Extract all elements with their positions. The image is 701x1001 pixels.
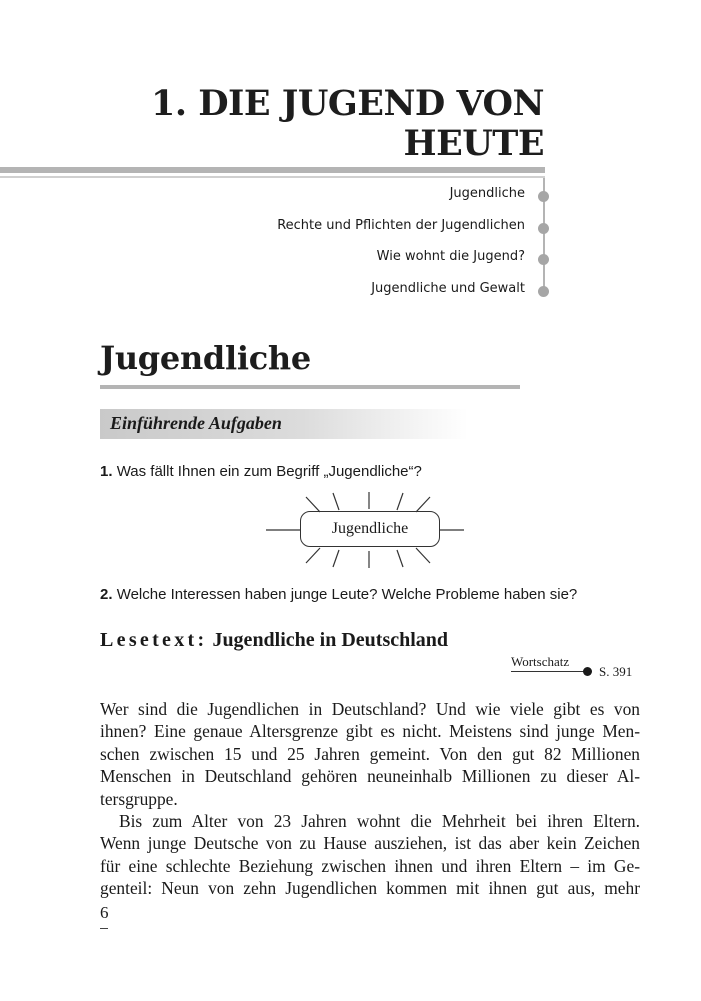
bullet-dot-icon bbox=[583, 667, 592, 676]
intro-heading: Einführende Aufgaben bbox=[110, 413, 282, 433]
chapter-title bbox=[24, 84, 544, 164]
vocabulary-page-ref: S. 391 bbox=[599, 664, 633, 679]
vocabulary-link[interactable]: Wortschatz bbox=[511, 654, 570, 669]
mindmap-ray bbox=[306, 497, 320, 512]
reading-label: Lesetext: bbox=[100, 629, 208, 651]
chapter-title-line-2: HEUTE bbox=[403, 123, 544, 164]
text-line: tersgruppe. bbox=[100, 788, 178, 809]
reading-heading bbox=[100, 629, 448, 652]
bullet-dot-icon bbox=[538, 191, 549, 202]
task-number: 2. bbox=[100, 586, 113, 603]
footer-rule bbox=[100, 928, 108, 929]
task-number: 1. bbox=[100, 463, 113, 480]
chapter-title-line-1: 1. DIE JUGEND VON bbox=[150, 83, 544, 124]
chapter-divider-thin bbox=[0, 176, 545, 178]
task-text: Welche Interessen haben junge Leute? Welche Probleme haben sie? bbox=[116, 586, 578, 603]
text-line: für eine schlechte Beziehung zwischen ihnen und ihren Eltern – im Ge- bbox=[100, 855, 640, 876]
text-line: Bis zum Alter von 23 Jahren wohnt die Mehrheit bei ihren Eltern. bbox=[119, 811, 640, 832]
text-line: schen zwischen 15 und 25 Jahren gemeint. Von den gut 82 Millionen bbox=[100, 743, 640, 764]
task-text: Was fällt Ihnen ein zum Begriff „Jugendliche“? bbox=[116, 463, 422, 480]
mindmap-ray bbox=[397, 550, 403, 567]
page-number: 6 bbox=[100, 903, 109, 922]
task-2 bbox=[100, 586, 577, 603]
contents-item[interactable]: Wie wohnt die Jugend? bbox=[376, 249, 525, 264]
text-line: Menschen in Deutschland gehören neuneinhalb Millionen zu dieser Al- bbox=[100, 766, 640, 787]
mindmap-ray bbox=[306, 548, 320, 563]
bullet-dot-icon bbox=[538, 223, 549, 234]
text-line: ihnen? Eine genaue Altersgrenze gibt es nicht. Meistens sind junge Men- bbox=[100, 721, 640, 742]
vocabulary-underline bbox=[511, 671, 588, 672]
mindmap-ray bbox=[333, 493, 339, 510]
mindmap-ray bbox=[333, 550, 339, 567]
text-line: genteil: Neun von zehn Jugendlichen kommen mit ihnen gut aus, mehr bbox=[100, 878, 640, 899]
chapter-divider bbox=[0, 167, 545, 173]
section-title: Jugendliche bbox=[100, 339, 311, 377]
contents-item[interactable]: Rechte und Pflichten der Jugendlichen bbox=[277, 218, 525, 233]
reading-title: Jugendliche in Deutschland bbox=[212, 629, 449, 651]
contents-item[interactable]: Jugendliche und Gewalt bbox=[371, 281, 525, 296]
task-1 bbox=[100, 463, 422, 480]
bullet-dot-icon bbox=[538, 286, 549, 297]
bullet-dot-icon bbox=[538, 254, 549, 265]
section-divider bbox=[100, 385, 520, 389]
mindmap-ray bbox=[416, 548, 430, 563]
reading-text bbox=[100, 698, 640, 900]
mindmap-ray bbox=[397, 493, 403, 510]
text-line: Wenn junge Deutsche von zu Hause ausziehen, ist das aber kein Zeichen bbox=[100, 833, 640, 854]
text-line: Wer sind die Jugendlichen in Deutschland? Und wie viele gibt es von bbox=[100, 699, 640, 719]
mindmap-ray bbox=[416, 497, 430, 512]
contents-item[interactable]: Jugendliche bbox=[449, 186, 525, 201]
mindmap-center-box: Jugendliche bbox=[300, 511, 440, 547]
